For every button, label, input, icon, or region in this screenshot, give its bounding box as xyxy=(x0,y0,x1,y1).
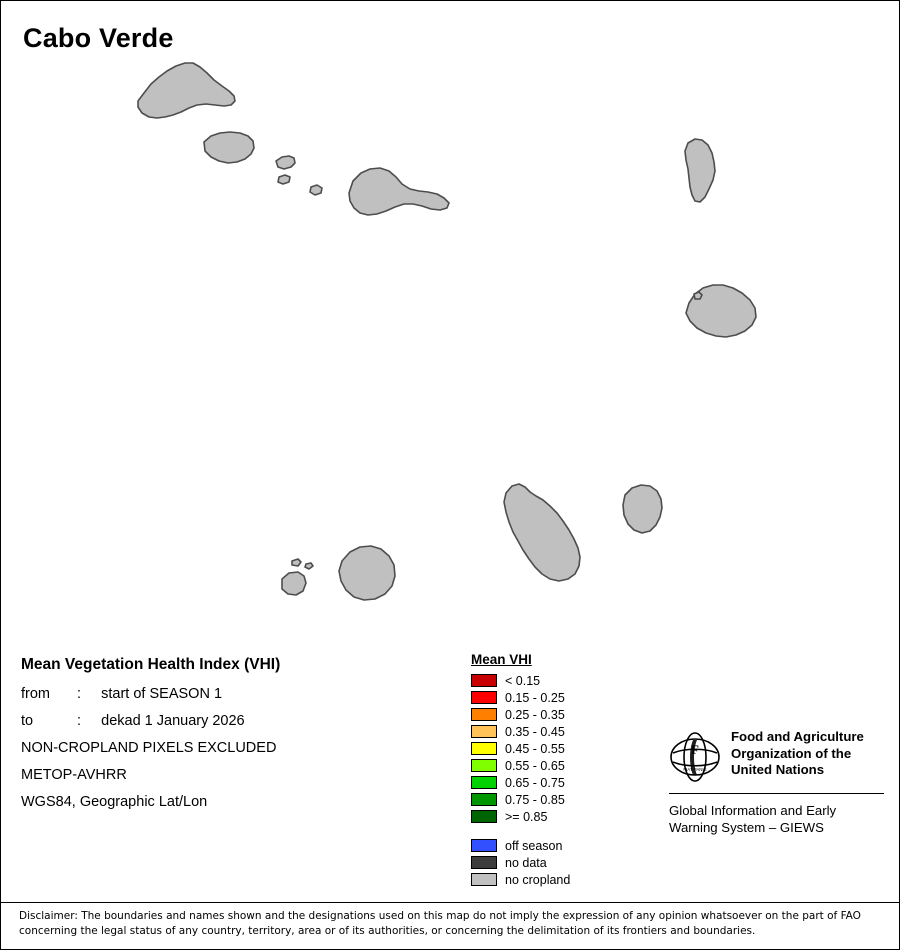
legend-swatch xyxy=(471,759,497,772)
legend-swatch xyxy=(471,674,497,687)
legend xyxy=(471,652,570,888)
legend-item xyxy=(471,740,570,757)
legend-label: 0.35 - 0.45 xyxy=(505,724,565,739)
giews-system-name xyxy=(669,802,884,836)
legend-label: no cropland xyxy=(505,872,571,887)
legend-item xyxy=(471,723,570,740)
legend-label: no data xyxy=(505,855,547,870)
fao-branding xyxy=(669,729,884,836)
legend-title: Mean VHI xyxy=(471,652,532,667)
legend-swatch xyxy=(471,793,497,806)
caption-pixel-note: NON-CROPLAND PIXELS EXCLUDED xyxy=(21,740,277,756)
map-caption xyxy=(21,656,461,821)
island-santo-antao xyxy=(138,63,235,118)
legend-label: 0.55 - 0.65 xyxy=(505,758,565,773)
page-title: Cabo Verde xyxy=(23,23,174,53)
island-boa-vista-islet xyxy=(694,292,702,299)
legend-label: 0.75 - 0.85 xyxy=(505,792,565,807)
caption-to-value: dekad 1 January 2026 xyxy=(101,713,245,729)
fao-org-line-3: United Nations xyxy=(731,762,825,777)
legend-item xyxy=(471,706,570,723)
legend-label: >= 0.85 xyxy=(505,809,548,824)
island-santiago xyxy=(504,484,580,581)
giews-line-1: Global Information and Early xyxy=(669,803,837,818)
legend-item xyxy=(471,757,570,774)
island-branco xyxy=(278,175,290,184)
island-ilheus-rombo-2 xyxy=(305,563,313,569)
island-sao-nicolau xyxy=(349,168,449,215)
legend-label: < 0.15 xyxy=(505,673,541,688)
legend-item-no-cropland xyxy=(471,871,570,888)
island-santa-luzia xyxy=(276,156,295,169)
fao-logo-icon xyxy=(669,731,721,783)
caption-to-key: to xyxy=(21,713,34,729)
legend-swatch xyxy=(471,708,497,721)
caption-from-key: from xyxy=(21,686,50,702)
island-fogo xyxy=(339,546,395,600)
fao-divider xyxy=(669,793,884,794)
legend-label: 0.25 - 0.35 xyxy=(505,707,565,722)
island-brava xyxy=(282,572,306,595)
legend-swatch xyxy=(471,691,497,704)
fao-org-line-2: Organization of the xyxy=(731,745,852,761)
island-sao-vicente xyxy=(204,132,254,163)
caption-projection: WGS84, Geographic Lat/Lon xyxy=(21,794,208,810)
map-canvas xyxy=(1,1,900,641)
legend-swatch xyxy=(471,839,497,852)
legend-item xyxy=(471,774,570,791)
islands-layer xyxy=(138,63,756,600)
island-ilheus-rombo-1 xyxy=(292,559,301,566)
legend-swatch xyxy=(471,810,497,823)
legend-label: 0.15 - 0.25 xyxy=(505,690,565,705)
legend-item-off-season xyxy=(471,837,570,854)
disclaimer-divider xyxy=(1,902,900,903)
fao-org-line-1: Food and Agriculture xyxy=(731,729,864,744)
svg-text:F: F xyxy=(691,742,699,757)
island-maio xyxy=(623,485,662,533)
legend-label: off season xyxy=(505,838,563,853)
legend-swatch xyxy=(471,725,497,738)
legend-item xyxy=(471,808,570,825)
fao-logo-motto: FIAT PANIS xyxy=(683,767,707,772)
island-sal xyxy=(685,139,715,202)
legend-item xyxy=(471,672,570,689)
caption-heading: Mean Vegetation Health Index (VHI) xyxy=(21,656,281,673)
legend-swatch xyxy=(471,776,497,789)
fao-organization-name xyxy=(731,729,864,779)
giews-line-2: Warning System – GIEWS xyxy=(669,820,824,836)
legend-swatch xyxy=(471,742,497,755)
legend-divider xyxy=(471,825,570,837)
legend-item-no-data xyxy=(471,854,570,871)
legend-label: 0.65 - 0.75 xyxy=(505,775,565,790)
caption-to-sep: : xyxy=(77,713,82,729)
caption-from-row xyxy=(21,686,461,702)
caption-to-row xyxy=(21,713,461,729)
legend-label: 0.45 - 0.55 xyxy=(505,741,565,756)
disclaimer-text: Disclaimer: The boundaries and names shown and the designations used on this map do not imply the expression of any opinion whatsoever on the part of FAO concerning the legal status of any country, territory, area or of its authorities, or concerning the delimitation of its frontiers and boundaries. xyxy=(19,910,861,938)
legend-item xyxy=(471,791,570,808)
caption-sensor: METOP-AVHRR xyxy=(21,767,127,783)
legend-swatch xyxy=(471,856,497,869)
caption-from-sep: : xyxy=(77,686,82,702)
fao-header xyxy=(669,729,884,783)
caption-from-value: start of SEASON 1 xyxy=(101,686,223,702)
island-raso xyxy=(310,185,322,195)
legend-item xyxy=(471,689,570,706)
legend-swatch xyxy=(471,873,497,886)
